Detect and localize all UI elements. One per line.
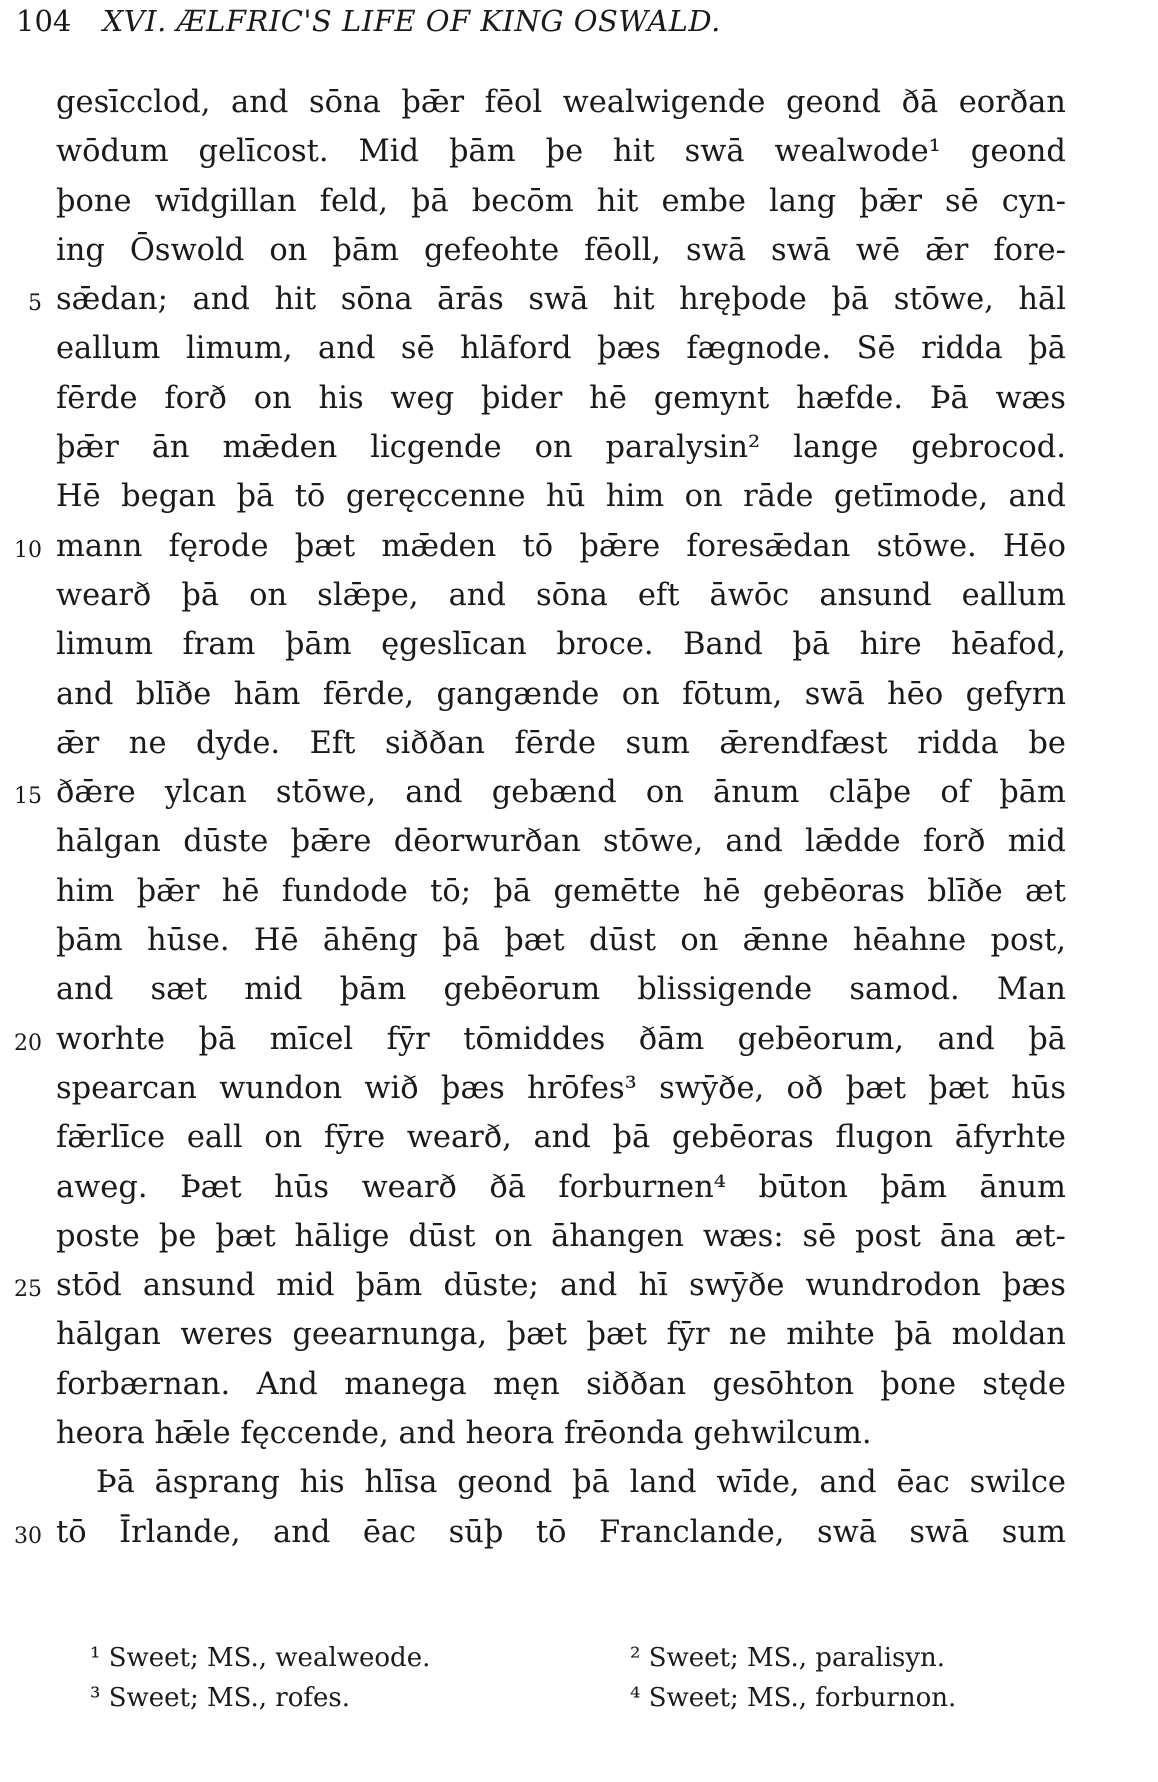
text-line: Þā āsprang his hlīsa geond þā land wīde, and ēac swilce — [96, 1465, 1066, 1501]
footnote: ² Sweet; MS., paralisyn. — [630, 1643, 946, 1673]
line-number: 10 — [14, 537, 42, 563]
line-number: 15 — [14, 784, 42, 810]
text-line: þām hūse. Hē āhēng þā þæt dūst on ǣnne hēahne post, — [56, 923, 1066, 959]
text-line: 30 tō Īrlande, and ēac sūþ tō Franclande, swā swā sum — [56, 1508, 1066, 1557]
text-line: eallum limum, and sē hlāford þæs fægnode. Sē ridda þā — [56, 331, 1066, 367]
text-line: wōdum gelīcost. Mid þām þe hit swā wealwode¹ geond — [56, 134, 1066, 170]
text-line: hālgan dūste þǣre dēorwurðan stōwe, and lǣdde forð mid — [56, 824, 1066, 860]
text-line: hālgan weres geearnunga, þæt þæt fȳr ne mihte þā moldan — [56, 1317, 1066, 1353]
text-line: forbærnan. And manega męn siððan gesōhton þone stęde — [56, 1366, 1066, 1402]
text-line: 10 mann fęrode þæt mǣden tō þǣre foresǣdan stōwe. Hēo — [56, 522, 1066, 571]
footnote: ³ Sweet; MS., rofes. — [90, 1683, 350, 1713]
text-line: limum fram þām ęgeslīcan broce. Band þā hire hēafod, — [56, 627, 1066, 663]
text-line: þone wīdgillan feld, þā becōm hit embe lang þǣr sē cyn- — [56, 183, 1066, 219]
line-number: 20 — [14, 1030, 42, 1056]
text-line: gesīcclod, and sōna þǣr fēol wealwigende geond ðā eorðan — [56, 85, 1066, 120]
line-number: 25 — [14, 1277, 42, 1303]
text-line: ǣr ne dyde. Eft siððan fērde sum ǣrendfæst ridda be — [56, 725, 1066, 761]
footnote-row — [90, 1678, 1050, 1718]
running-title: XVI. ÆLFRIC'S LIFE OF KING OSWALD. — [102, 4, 721, 38]
footnote: ⁴ Sweet; MS., forburnon. — [630, 1683, 957, 1713]
text-line: fērde forð on his weg þider hē gemynt hæfde. Þā wæs — [56, 380, 1066, 416]
text-line: 15 ðǣre ylcan stōwe, and gebænd on ānum clāþe of þām — [56, 768, 1066, 817]
text-line: him þǣr hē fundode tō; þā gemētte hē gebēoras blīðe æt — [56, 873, 1066, 909]
text-line: heora hǣle fęccende, and heora frēonda gehwilcum. — [56, 1416, 872, 1452]
text-line: ing Ōswold on þām gefeohte fēoll, swā swā wē ǣr fore- — [56, 232, 1066, 268]
text-line: and sæt mid þām gebēorum blissigende samod. Man — [56, 972, 1066, 1008]
page-number: 104 — [16, 4, 72, 38]
text-line: and blīðe hām fērde, gangænde on fōtum, swā hēo gefyrn — [56, 676, 1066, 712]
text-line: fǣrlīce eall on fȳre wearð, and þā gebēoras flugon āfyrhte — [56, 1120, 1066, 1156]
line-number: 30 — [14, 1523, 42, 1549]
footnote: ¹ Sweet; MS., wealweode. — [90, 1643, 431, 1673]
text-line: spearcan wundon wið þæs hrōfes³ swȳðe, oð þæt þæt hūs — [56, 1070, 1066, 1106]
main-text — [14, 78, 1066, 1557]
text-line: Hē began þā tō geręccenne hū him on rāde getīmode, and — [56, 479, 1066, 515]
text-line: 20 worhte þā mīcel fȳr tōmiddes ðām gebēorum, and þā — [56, 1015, 1066, 1064]
text-line: aweg. Þæt hūs wearð ðā forburnen⁴ būton þām ānum — [56, 1169, 1066, 1205]
text-line: poste þe þæt hālige dūst on āhangen wæs: sē post āna æt- — [56, 1218, 1066, 1254]
text-line: þǣr ān mǣden licgende on paralysin² lange gebrocod. — [56, 430, 1066, 466]
text-line: 25 stōd ansund mid þām dūste; and hī swȳðe wundrodon þæs — [56, 1261, 1066, 1310]
text-line: wearð þā on slǣpe, and sōna eft āwōc ansund eallum — [56, 577, 1066, 613]
running-header — [16, 4, 1136, 44]
text-line: 5 sǣdan; and hit sōna ārās swā hit hręþode þā stōwe, hāl — [56, 275, 1066, 324]
line-number: 5 — [28, 291, 42, 317]
footnote-row — [90, 1638, 1050, 1678]
footnotes — [90, 1638, 1050, 1718]
